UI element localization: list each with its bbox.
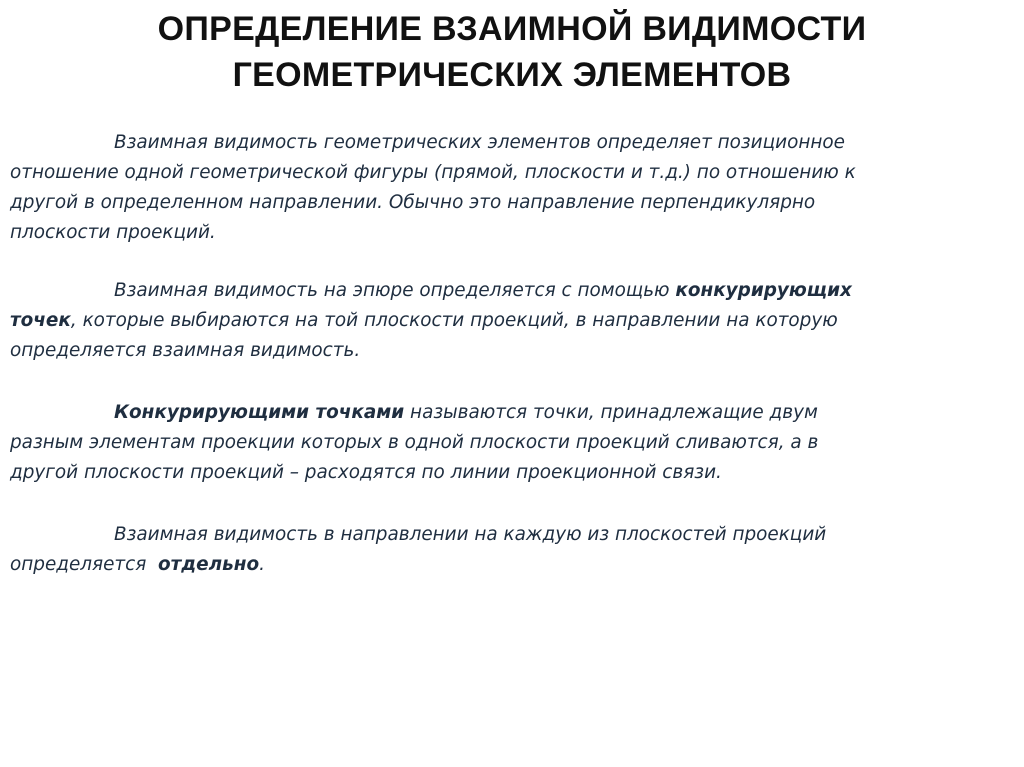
title-line-2: ГЕОМЕТРИЧЕСКИХ ЭЛЕМЕНТОВ	[232, 56, 792, 94]
paragraph-1-line-1: Взаимная видимость геометрических элементов определяет позиционное	[114, 132, 845, 153]
paragraph-2-line-1	[10, 276, 990, 306]
paragraph-4-line-2	[10, 550, 990, 580]
paragraph-3-line-3: другой плоскости проекций – расходятся по линии проекционной связи.	[10, 462, 722, 483]
term-competing-points: Конкурирующими точками	[114, 402, 405, 423]
paragraph-3-line-2: разным элементам проекции которых в одной плоскости проекций сливаются, а в	[10, 432, 819, 453]
paragraph-2-line-1-text: Взаимная видимость на эпюре определяется с помощью	[114, 280, 676, 301]
paragraph-4-line-2-end: .	[259, 554, 265, 575]
paragraph-4-line-1: Взаимная видимость в направлении на каждую из плоскостей проекций	[114, 524, 827, 545]
term-separately: отдельно	[158, 554, 260, 575]
paragraph-3-line-1-text: называются точки, принадлежащие двум	[404, 402, 818, 423]
paragraph-2-line-3: определяется взаимная видимость.	[10, 340, 361, 361]
paragraph-mutual-visibility-definition	[10, 128, 990, 248]
slide-title	[0, 6, 1024, 98]
paragraph-2-line-2-text: , которые выбираются на той плоскости проекций, в направлении на которую	[70, 310, 838, 331]
paragraph-1-line-2: отношение одной геометрической фигуры (прямой, плоскости и т.д.) по отношению к	[10, 162, 856, 183]
paragraph-separate-determination	[10, 520, 990, 580]
paragraph-1-line-3: другой в определенном направлении. Обычно это направление перпендикулярно	[10, 192, 816, 213]
paragraph-competing-points-usage	[10, 276, 990, 366]
paragraph-competing-points-definition	[10, 398, 990, 488]
term-competing: конкурирующих	[675, 280, 852, 301]
paragraph-1-line-4: плоскости проекций.	[10, 222, 216, 243]
title-line-1: ОПРЕДЕЛЕНИЕ ВЗАИМНОЙ ВИДИМОСТИ	[157, 10, 867, 48]
paragraph-4-line-2-text: определяется	[10, 554, 159, 575]
paragraph-3-line-1	[10, 398, 990, 428]
paragraph-2-line-2	[10, 306, 990, 336]
term-points: точек	[10, 310, 71, 331]
